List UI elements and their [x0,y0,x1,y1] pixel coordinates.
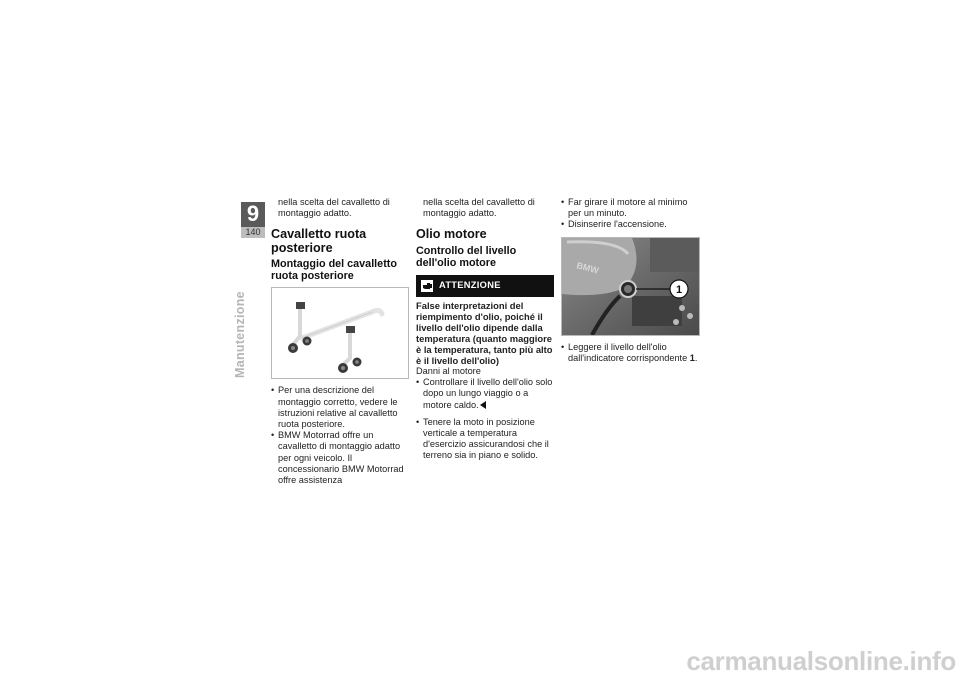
figure-brand-text: BMW [575,259,600,276]
engine-oil-window-image [562,238,699,335]
reference-number: 1 [689,352,695,363]
warning-label: ATTENZIONE [439,280,501,291]
page-number: 140 [241,227,265,238]
col1-intro: nella scelta del cavalletto di montaggio adatto. [278,197,390,219]
list-item-text: Controllare il livello dell'olio solo dopo un lungo viaggio o a motore caldo. [423,377,553,410]
list-item [416,377,554,411]
warning-title: False interpretazioni del riempimento d'olio, poiché il livello dell'olio dipende dalla temperatura (quanto maggiore è la temperatura, tanto più alto è il livello dell'olio) [416,299,553,366]
rear-stand-figure [271,287,409,379]
callout-number: 1 [675,283,683,296]
col1-bullets [271,385,409,486]
watermark: carmanualsonline.info [686,646,956,676]
column-1 [271,197,409,486]
warning-damage: Danni al motore [416,365,481,376]
list-item-end: . [694,352,698,363]
list-item: • Per una descrizione del montaggio corretto, vedere le istruzioni relative al cavalletto ruota posteriore. [271,385,409,430]
column-3 [561,197,701,364]
heading-mount-rear-stand: Montaggio del cavalletto ruota posteriore [271,258,397,283]
heading-engine-oil: Olio motore [416,227,487,242]
list-item [561,342,701,364]
list-item: • Tenere la moto in posizione verticale a temperatura d'esercizio assicurandosi che il terreno sia in piano e solido. [416,417,554,462]
col3-bullets-bottom [561,342,701,364]
list-item: • BMW Motorrad offre un cavalletto di montaggio adatto per ogni veicolo. Il concessionario BMW Motorrad offre assistenza [271,430,409,486]
end-marker-icon [480,401,486,409]
list-item-text: Leggere il livello dell'olio dall'indicatore corrispondente [568,341,688,363]
oil-level-figure [561,237,700,336]
heading-check-oil-level: Controllo del livello dell'olio motore [416,244,517,269]
list-item: • Disinserire l'accensione. [561,219,701,230]
rear-wheel-stand-image [272,288,408,378]
column-2 [416,197,554,462]
chapter-tab [241,202,265,238]
col3-bullets-top [561,197,701,231]
warning-banner [416,275,554,297]
col2-bullets [416,377,554,461]
chapter-label: Manutenzione [233,291,247,378]
warning-hand-icon [421,280,433,292]
col2-intro: nella scelta del cavalletto di montaggio adatto. [423,197,535,219]
chapter-number: 9 [246,201,260,226]
list-item: • Far girare il motore al minimo per un minuto. [561,197,701,219]
heading-rear-stand: Cavalletto ruota posteriore [271,227,367,255]
